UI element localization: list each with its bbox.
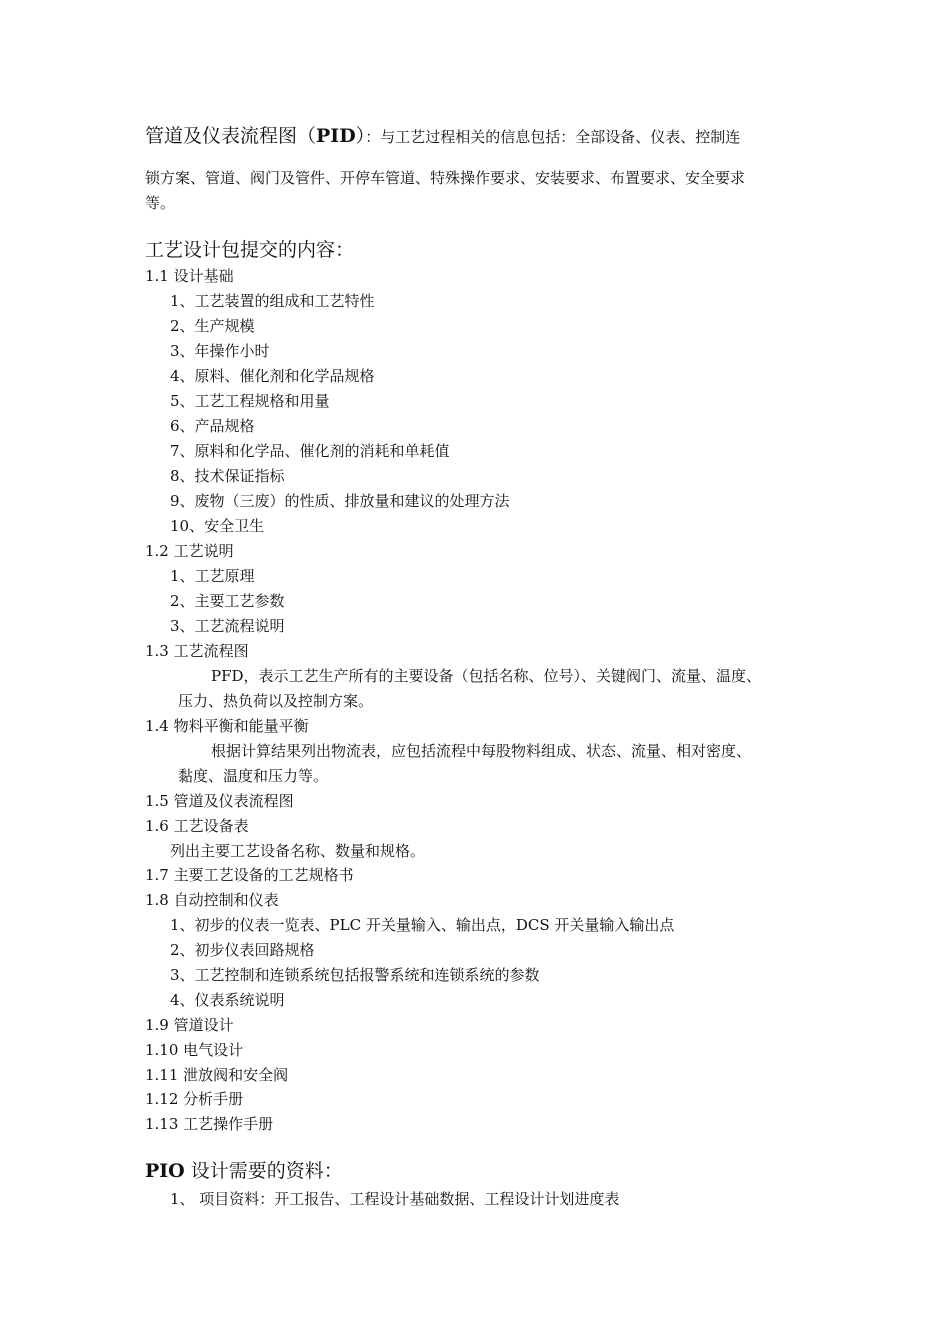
section-1-13-title: 1.13 工艺操作手册	[145, 1115, 274, 1133]
list-item: 6、产品规格	[170, 417, 255, 435]
intro-line-1	[145, 126, 740, 147]
section-1-3-para-line-2: 压力、热负荷以及控制方案。	[178, 692, 374, 710]
list-item: 3、工艺流程说明	[170, 617, 285, 635]
list-item: 2、生产规模	[170, 317, 255, 335]
section-1-11-title: 1.11 泄放阀和安全阀	[145, 1066, 289, 1084]
list-item: 1、工艺原理	[170, 567, 255, 585]
list-item: 9、废物（三废）的性质、排放量和建议的处理方法	[170, 492, 510, 510]
section-1-4-para-line-1: 根据计算结果列出物流表，应包括流程中每股物料组成、状态、流量、相对密度、	[211, 742, 752, 760]
section-1-6-title: 1.6 工艺设备表	[145, 817, 249, 835]
section-1-5-title: 1.5 管道及仪表流程图	[145, 792, 294, 810]
section-2-heading-bold: PIO	[145, 1160, 185, 1182]
list-item: 4、原料、催化剂和化学品规格	[170, 367, 375, 385]
section-2-heading-rest: 设计需要的资料：	[184, 1160, 343, 1182]
intro-title-bold: PID	[316, 125, 356, 147]
list-item: 2、主要工艺参数	[170, 592, 285, 610]
list-item: 2、初步仪表回路规格	[170, 941, 315, 959]
section-1-7-title: 1.7 主要工艺设备的工艺规格书	[145, 866, 354, 884]
section-1-6-para: 列出主要工艺设备名称、数量和规格。	[170, 842, 426, 860]
list-item: 3、年操作小时	[170, 342, 270, 360]
list-item: 10、安全卫生	[170, 517, 265, 535]
section-1-8-title: 1.8 自动控制和仪表	[145, 891, 279, 909]
list-item: 1、工艺装置的组成和工艺特性	[170, 292, 375, 310]
intro-line-3: 等。	[145, 194, 176, 212]
section-1-1-title: 1.1 设计基础	[145, 267, 234, 285]
section-1-heading: 工艺设计包提交的内容：	[145, 239, 355, 261]
section-1-4-para-line-2: 黏度、温度和压力等。	[178, 767, 329, 785]
intro-line-2: 锁方案、管道、阀门及管件、开停车管道、特殊操作要求、安装要求、布置要求、安全要求	[145, 169, 746, 187]
intro-line-1-rest: ：与工艺过程相关的信息包括：全部设备、仪表、控制连	[365, 128, 741, 146]
section-1-2-title: 1.2 工艺说明	[145, 542, 234, 560]
section-2-heading	[145, 1161, 343, 1181]
intro-title-pre: 管道及仪表流程图（	[145, 125, 317, 147]
list-item: 1、 项目资料：开工报告、工程设计基础数据、工程设计计划进度表	[170, 1190, 620, 1208]
list-item: 8、技术保证指标	[170, 467, 285, 485]
section-1-12-title: 1.12 分析手册	[145, 1090, 244, 1108]
section-1-3-title: 1.3 工艺流程图	[145, 642, 249, 660]
list-item: 4、仪表系统说明	[170, 991, 285, 1009]
section-1-4-title: 1.4 物料平衡和能量平衡	[145, 717, 309, 735]
list-item: 7、原料和化学品、催化剂的消耗和单耗值	[170, 442, 450, 460]
section-1-9-title: 1.9 管道设计	[145, 1016, 234, 1034]
list-item: 1、初步的仪表一览表、PLC 开关量输入、输出点，DCS 开关量输入输出点	[170, 916, 675, 934]
list-item: 5、工艺工程规格和用量	[170, 392, 330, 410]
section-1-10-title: 1.10 电气设计	[145, 1041, 244, 1059]
section-1-3-para-line-1: PFD，表示工艺生产所有的主要设备（包括名称、位号）、关键阀门、流量、温度、	[211, 667, 762, 685]
intro-title-post: ）	[355, 125, 366, 147]
list-item: 3、工艺控制和连锁系统包括报警系统和连锁系统的参数	[170, 966, 540, 984]
